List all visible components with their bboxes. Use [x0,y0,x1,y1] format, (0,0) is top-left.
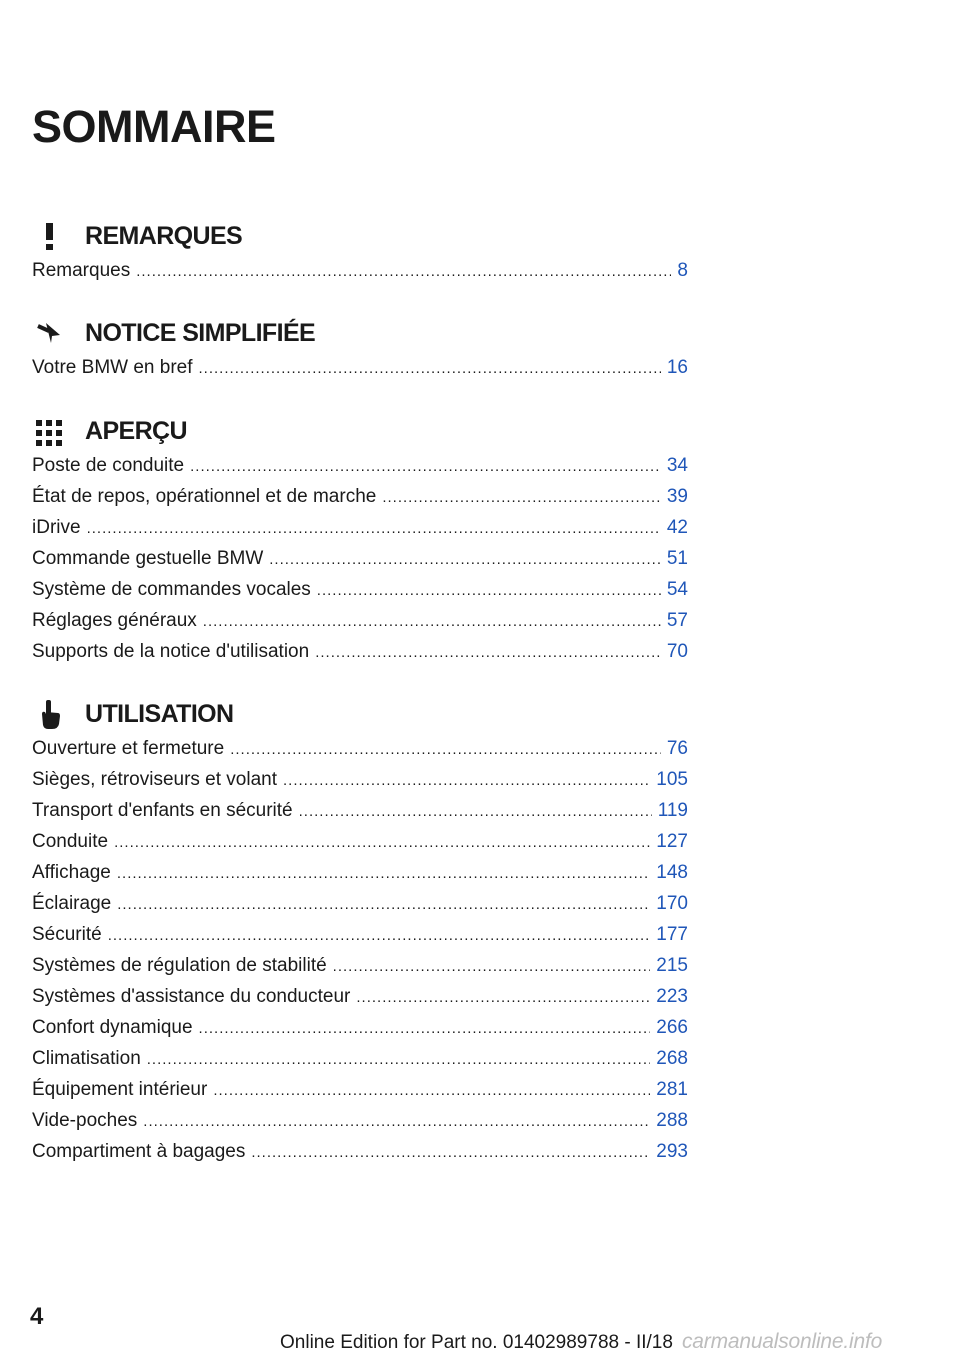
toc-entry[interactable] [32,455,688,486]
toc-entry[interactable] [32,738,688,769]
toc-entry[interactable] [32,579,688,610]
dot-leader [136,263,671,280]
toc-page-link[interactable]: 54 [666,579,688,600]
toc-page-link[interactable]: 119 [657,800,688,821]
toc-entry[interactable] [32,548,688,579]
toc-entry[interactable] [32,1079,688,1110]
toc-entry[interactable] [32,1110,688,1141]
toc-page-link[interactable]: 170 [656,893,688,914]
toc-entry-label: Conduite [32,831,109,852]
toc-entry-label: Système de commandes vocales [32,579,311,600]
toc-entry-label: Commande gestuelle BMW [32,548,264,569]
toc-entry[interactable] [32,862,688,893]
grid-icon [32,415,68,447]
toc-page-link[interactable]: 57 [666,610,688,631]
toc-page-link[interactable]: 288 [656,1110,688,1131]
toc-entry-label: Systèmes de régulation de stabilité [32,955,327,976]
toc-page-link[interactable]: 16 [666,357,688,378]
toc-page-link[interactable]: 281 [656,1079,688,1100]
dot-leader [299,803,652,820]
dot-leader [230,741,661,758]
toc-entry[interactable] [32,517,688,548]
toc-page-link[interactable]: 268 [656,1048,688,1069]
page-number: 4 [30,1303,44,1330]
toc-page-link[interactable]: 42 [666,517,688,538]
section-header [32,216,688,256]
toc-entry[interactable] [32,1017,688,1048]
toc-entry-label: Ouverture et fermeture [32,738,225,759]
dot-leader [203,613,661,630]
toc-entry-label: Éclairage [32,893,112,914]
toc-entry[interactable] [32,893,688,924]
dot-leader [317,582,661,599]
toc-entry[interactable] [32,1048,688,1079]
exclamation-icon [32,220,68,252]
toc-entry[interactable] [32,831,688,862]
dot-leader [333,958,651,975]
toc-entry[interactable] [32,800,688,831]
toc-page-link[interactable]: 215 [656,955,688,976]
toc-page-link[interactable]: 266 [656,1017,688,1038]
toc-entry[interactable] [32,641,688,672]
dot-leader [114,834,650,851]
toc-entry[interactable] [32,924,688,955]
dot-leader [117,865,650,882]
toc-entry[interactable] [32,357,688,388]
toc-page-link[interactable]: 177 [656,924,688,945]
section-utilisation [32,694,688,1172]
toc-entry-label: Poste de conduite [32,455,185,476]
toc-entry-label: Supports de la notice d'utilisation [32,641,310,662]
dot-leader [108,927,651,944]
toc-entry-label: Systèmes d'assistance du conducteur [32,986,351,1007]
toc-entry-label: Votre BMW en bref [32,357,193,378]
toc-page-link[interactable]: 293 [656,1141,688,1162]
dot-leader [87,520,661,537]
toc-entry[interactable] [32,986,688,1017]
hand-pointer-icon [32,698,68,730]
toc-entry[interactable] [32,486,688,517]
toc-entry[interactable] [32,769,688,800]
toc-entry-label: Compartiment à bagages [32,1141,246,1162]
section-title: REMARQUES [85,221,243,250]
section-title: APERÇU [85,416,187,445]
toc-page-link[interactable]: 8 [677,260,688,281]
toc-page-link[interactable]: 51 [666,548,688,569]
section-apercu [32,411,688,672]
section-header [32,313,688,353]
dot-leader [147,1051,651,1068]
toc-page-link[interactable]: 148 [656,862,688,883]
section-title: NOTICE SIMPLIFIÉE [85,318,316,347]
toc-page-link[interactable]: 223 [656,986,688,1007]
toc-page-link[interactable]: 70 [666,641,688,662]
dot-leader [199,360,661,377]
dot-leader [213,1082,650,1099]
toc-entry-label: Sièges, rétroviseurs et volant [32,769,278,790]
toc-entry[interactable] [32,260,688,291]
footer-edition-text: Online Edition for Part no. 01402989788 - II/18 [280,1332,673,1353]
toc-entry[interactable] [32,955,688,986]
toc-entry-label: État de repos, opérationnel et de marche [32,486,377,507]
dot-leader [382,489,661,506]
section-remarques [32,216,688,291]
toc-page-link[interactable]: 105 [656,769,688,790]
page-title: SOMMAIRE [32,101,276,152]
toc-page-link[interactable]: 76 [666,738,688,759]
toc-entry[interactable] [32,1141,688,1172]
toc-page-link[interactable]: 127 [656,831,688,852]
dot-leader [117,896,650,913]
dot-leader [251,1144,650,1161]
dot-leader [269,551,661,568]
toc-entry-label: Climatisation [32,1048,141,1069]
watermark: carmanualsonline.info [682,1330,883,1353]
pin-icon [32,317,68,349]
toc-entry-label: Affichage [32,862,111,883]
section-title: UTILISATION [85,699,234,728]
toc-entry-label: Transport d'enfants en sécurité [32,800,293,821]
dot-leader [356,989,650,1006]
section-header [32,411,688,451]
toc-page-link[interactable]: 34 [666,455,688,476]
dot-leader [315,644,661,661]
dot-leader [143,1113,650,1130]
toc-entry-label: Vide-poches [32,1110,138,1131]
toc-entry-label: Sécurité [32,924,102,945]
toc-entry[interactable] [32,610,688,641]
dot-leader [199,1020,651,1037]
toc-entry-label: Confort dynamique [32,1017,193,1038]
toc-page-link[interactable]: 39 [666,486,688,507]
section-notice-simplifiee [32,313,688,388]
dot-leader [283,772,650,789]
toc-entry-label: iDrive [32,517,81,538]
toc-entry-label: Remarques [32,260,131,281]
toc-entry-label: Équipement intérieur [32,1079,208,1100]
section-header [32,694,688,734]
toc-entry-label: Réglages généraux [32,610,197,631]
dot-leader [190,458,661,475]
